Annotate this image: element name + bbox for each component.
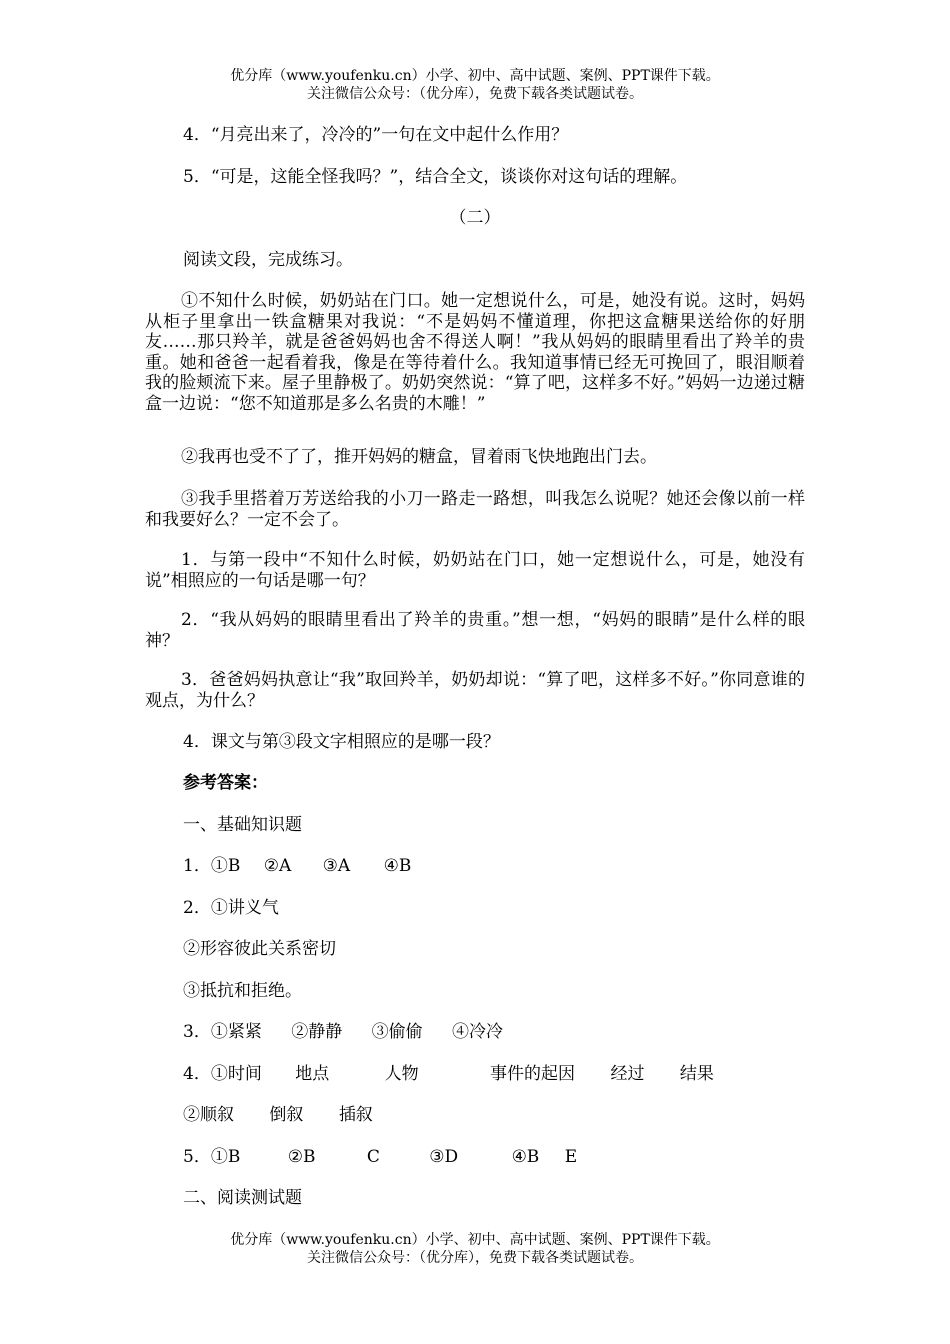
answer-5-item: ④B [511, 1147, 540, 1167]
answer-4-row-2 [183, 1104, 373, 1126]
answer-1-item: ③A [322, 856, 351, 876]
answer-1-item: ②A [263, 856, 292, 876]
answer-5-item: ③D [429, 1147, 459, 1167]
footer-line-1: 优分库（www.youfenku.cn）小学、初中、高中试题、案例、PPT课件下载。 [230, 1232, 720, 1248]
answer-4-item: 经过 [610, 1064, 645, 1084]
answer-3-item: ④冷冷 [452, 1022, 504, 1042]
question-4: 4．“月亮出来了，冷冷的”一句在文中起什么作用？ [183, 125, 569, 145]
answers-section-2-title: 二、阅读测试题 [183, 1188, 302, 1208]
header-line-2: 关注微信公众号：（优分库），免费下载各类试题试卷。 [307, 86, 643, 102]
answer-4-item: 事件的起因 [490, 1064, 576, 1084]
answer-3-row [183, 1021, 503, 1043]
answer-4-item: 4．①时间 [183, 1064, 262, 1084]
answer-4-item: ②顺叙 [183, 1105, 234, 1125]
part-2-question-4: 4．课文与第③段文字相照应的是哪一段？ [183, 732, 500, 752]
answer-4-item: 插叙 [338, 1105, 373, 1125]
answer-4-item: 地点 [295, 1064, 330, 1084]
reading-paragraph-1: ①不知什么时候，奶奶站在门口。她一定想说什么，可是，她没有说。这时，妈妈从柜子里拿出一铁盒糖果对我说：“不是妈妈不懂道理，你把这盒糖果送给你的好朋友……那只羚羊，就是爸爸妈妈也舍不得送人啊！”我从妈妈的眼睛里看出了羚羊的贵重。她和爸爸一起看着我，像是在等待着什么。我知道事情已经无可挽回了，眼泪顺着我的脸颊流下来。屋子里静极了。奶奶突然说：“算了吧，这样多不好。”妈妈一边递过糖盒一边说：“您不知道那是多么名贵的木雕！” [145, 291, 805, 414]
part-2-question-2: 2．“我从妈妈的眼睛里看出了羚羊的贵重。”想一想，“妈妈的眼睛”是什么样的眼神？ [145, 610, 805, 651]
answer-5-row [183, 1146, 577, 1168]
answer-4-row-1 [183, 1063, 714, 1085]
reading-paragraph-3: ③我手里搭着万芳送给我的小刀一路走一路想，叫我怎么说呢？她还会像以前一样和我要好么？一定不会了。 [145, 489, 805, 530]
part-2-question-3: 3．爸爸妈妈执意让“我”取回羚羊，奶奶却说：“算了吧，这样多不好。”你同意谁的观点，为什么？ [145, 670, 805, 711]
answer-2-line-3: ③抵抗和拒绝。 [183, 981, 302, 1001]
answer-3-item: 3．①紧紧 [183, 1022, 262, 1042]
answer-5-item: 5．①B [183, 1147, 241, 1167]
part-2-title: （二） [449, 208, 501, 228]
reading-paragraph-2: ②我再也受不了了，推开妈妈的糖盒，冒着雨飞快地跑出门去。 [181, 447, 657, 467]
answers-title: 参考答案： [183, 773, 268, 793]
answers-section-1-title: 一、基础知识题 [183, 815, 302, 835]
answer-5-item: C [366, 1147, 380, 1167]
part-2-question-1: 1．与第一段中“不知什么时候，奶奶站在门口，她一定想说什么，可是，她没有说”相照应的一句话是哪一句？ [145, 550, 805, 591]
answer-1-row [183, 855, 411, 877]
header-line-1: 优分库（www.youfenku.cn）小学、初中、高中试题、案例、PPT课件下载。 [230, 68, 720, 84]
answer-4-item: 结果 [679, 1064, 714, 1084]
answer-4-item: 倒叙 [269, 1105, 304, 1125]
answer-5-item: E [564, 1147, 578, 1167]
reading-instruction: 阅读文段，完成练习。 [183, 250, 353, 270]
answer-1-item: ④B [383, 856, 412, 876]
answer-3-item: ②静静 [291, 1022, 343, 1042]
answer-2-line-1: 2．①讲义气 [183, 898, 279, 918]
answer-1-item: 1．①B [183, 856, 241, 876]
answer-2-line-2: ②形容彼此关系密切 [183, 939, 336, 959]
answer-3-item: ③偷偷 [371, 1022, 423, 1042]
answer-4-item: 人物 [384, 1064, 419, 1084]
question-5: 5．“可是，这能全怪我吗？”，结合全文，谈谈你对这句话的理解。 [183, 167, 688, 187]
footer-line-2: 关注微信公众号：（优分库），免费下载各类试题试卷。 [307, 1250, 643, 1266]
answer-5-item: ②B [287, 1147, 316, 1167]
